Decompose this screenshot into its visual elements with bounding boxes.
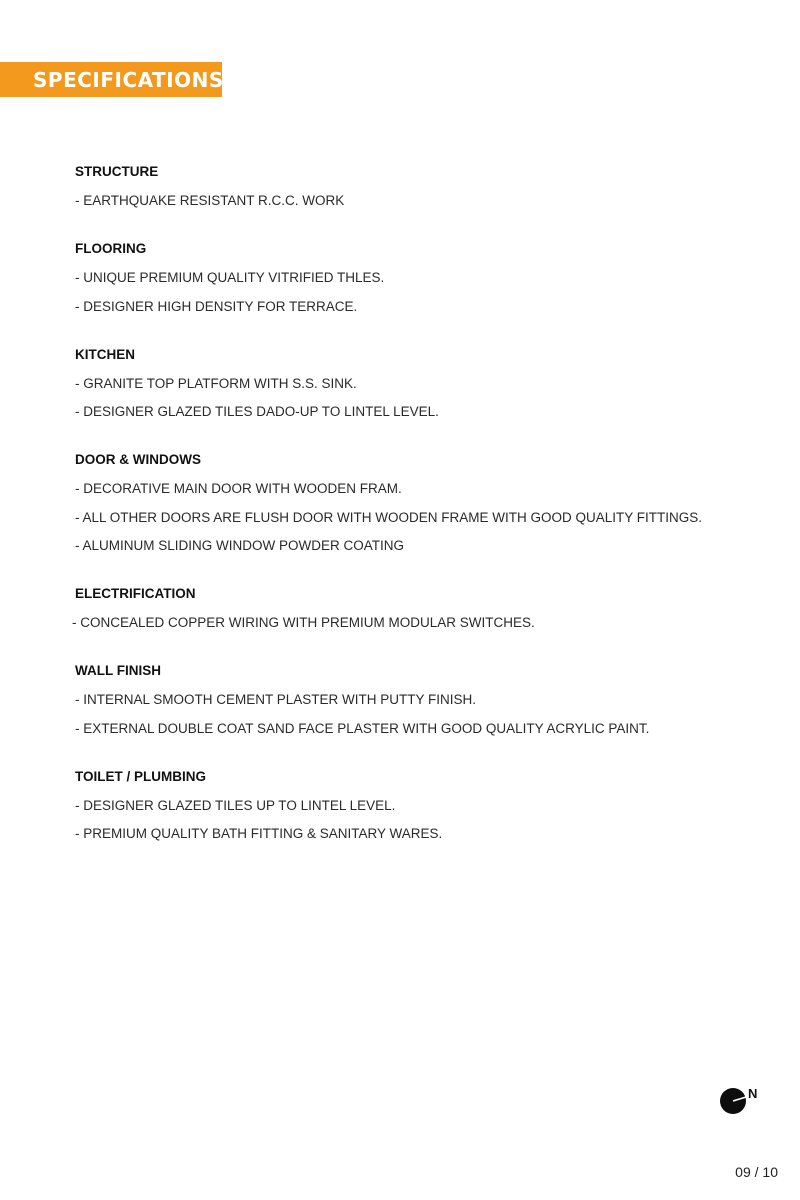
page-number: 09 / 10 xyxy=(735,1164,778,1180)
spec-section-toilet-plumbing xyxy=(75,767,755,845)
logo-letter: N xyxy=(748,1086,758,1101)
spec-item: - DESIGNER GLAZED TILES UP TO LINTEL LEVEL. xyxy=(75,797,396,813)
section-title: ELECTRIFICATION xyxy=(75,586,196,601)
spec-section-wall-finish xyxy=(75,661,755,739)
spec-item: - ALL OTHER DOORS ARE FLUSH DOOR WITH WOODEN FRAME WITH GOOD QUALITY FITTINGS. xyxy=(75,509,703,525)
spec-item: - CONCEALED COPPER WIRING WITH PREMIUM MODULAR SWITCHES. xyxy=(72,615,535,630)
spec-item: - INTERNAL SMOOTH CEMENT PLASTER WITH PUTTY FINISH. xyxy=(75,692,477,707)
brand-logo-icon xyxy=(719,1086,763,1116)
spec-section-door-windows xyxy=(75,450,755,556)
spec-item: - UNIQUE PREMIUM QUALITY VITRIFIED THLES. xyxy=(75,270,385,285)
section-title: TOILET / PLUMBING xyxy=(75,768,206,784)
spec-item: - DESIGNER HIGH DENSITY FOR TERRACE. xyxy=(75,298,358,314)
section-title: DOOR & WINDOWS xyxy=(75,452,201,467)
spec-item: - EXTERNAL DOUBLE COAT SAND FACE PLASTER WITH GOOD QUALITY ACRYLIC PAINT. xyxy=(75,720,650,736)
section-header-banner xyxy=(0,62,222,97)
spec-section-structure xyxy=(75,162,755,211)
spec-item: - DECORATIVE MAIN DOOR WITH WOODEN FRAM. xyxy=(75,481,402,496)
section-title: KITCHEN xyxy=(75,346,135,362)
spec-section-kitchen xyxy=(75,345,755,423)
section-title: STRUCTURE xyxy=(75,164,159,179)
spec-item: - GRANITE TOP PLATFORM WITH S.S. SINK. xyxy=(75,375,357,391)
specifications-list xyxy=(72,162,755,872)
spec-item: - PREMIUM QUALITY BATH FITTING & SANITARY WARES. xyxy=(75,826,443,841)
logo-circle-icon xyxy=(720,1088,746,1114)
page-title: SPECIFICATIONS xyxy=(33,67,224,92)
spec-item: - ALUMINUM SLIDING WINDOW POWDER COATING xyxy=(75,538,405,553)
spec-section-flooring xyxy=(75,239,755,317)
spec-item: - EARTHQUAKE RESISTANT R.C.C. WORK xyxy=(75,193,345,208)
spec-item: - DESIGNER GLAZED TILES DADO-UP TO LINTEL LEVEL. xyxy=(75,404,439,419)
logo-mark-icon xyxy=(720,1088,746,1114)
section-title: WALL FINISH xyxy=(75,663,161,678)
spec-section-electrification xyxy=(72,584,755,633)
section-title: FLOORING xyxy=(75,241,147,256)
